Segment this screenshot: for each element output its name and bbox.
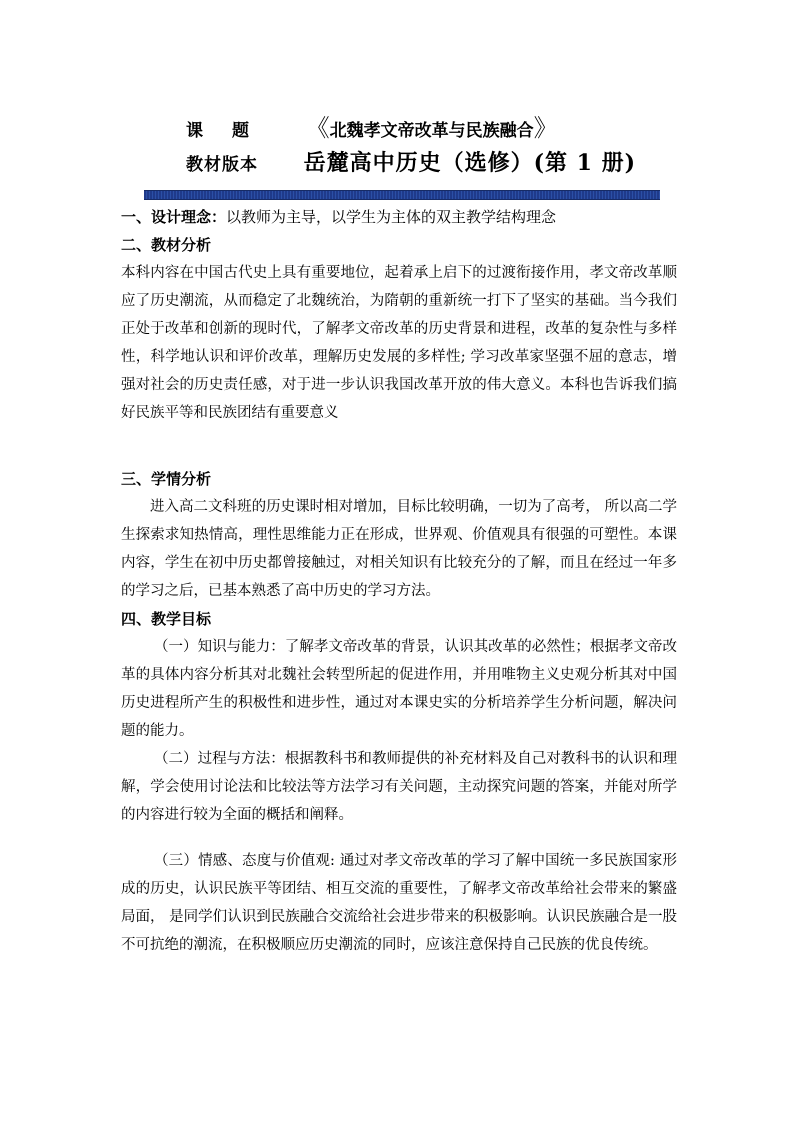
section2-heading: 二、教材分析 [121, 236, 212, 254]
section1-text: 以教师为主导，以学生为主体的双主教学结构理念 [226, 208, 557, 226]
quote-left: 《 [305, 114, 330, 142]
spacer [121, 427, 677, 465]
header-divider [144, 190, 660, 200]
section3-paragraph: 进入高二文科班的历史课时相对增加，目标比较明确，一切为了高考， 所以高二学生探索求知热情高，理性思维能力正在形成，世界观、价值观具有很强的可塑性。本课内容，学生在初中历史都曾接触过，对相关知识有比较充分的了解，而且在经过一年多的学习之后，已基本熟悉了高中历史的学习方法。 [121, 499, 677, 599]
quote-right: 》 [533, 114, 558, 142]
goal-knowledge: （一）知识与能力：了解孝文帝改革的背景，认识其改革的必然性；根据孝文帝改革的具体内容分析其对北魏社会转型所起的促进作用，并用唯物主义史观分析其对中国历史进程所产生的积极性和进步性，通过对本课史实的分析培养学生分析问题，解决问题的能力。 [121, 639, 677, 739]
section2-paragraph: 本科内容在中国古代史上具有重要地位，起着承上启下的过渡衔接作用，孝文帝改革顺应了历史潮流，从而稳定了北魏统治，为隋朝的重新统一打下了坚实的基础。当今我们正处于改革和创新的现时代，了解孝文帝改革的历史背景和进程，改革的复杂性与多样性，科学地认识和评价改革，理解历史发展的多样性; 学习改革家坚强不屈的意志，增强对社会的历史责任感，对于进一步认识我国改革开放的伟大意义。本科也告诉我们搞好民族平等和民族团结有重要意义 [121, 265, 677, 421]
topic-label: 课题 [186, 121, 278, 141]
topic-title [306, 108, 558, 143]
topic-row [186, 108, 558, 142]
edition-value: 岳麓高中历史（选修）(第 1 册) [303, 150, 637, 176]
section3-heading: 三、学情分析 [121, 470, 212, 488]
topic-value: 北魏孝文帝改革与民族融合 [329, 121, 534, 141]
section1-heading [121, 203, 677, 231]
goal-process: （二）过程与方法：根据教科书和教师提供的补充材料及自己对教科书的认识和理解，学会使用讨论法和比较法等方法学习有关问题，主动探究问题的答案，并能对所学的内容进行较为全面的概括和阐释。 [121, 751, 677, 823]
document-body [121, 203, 677, 959]
section1-label: 一、设计理念： [121, 208, 227, 226]
edition-row [186, 146, 636, 176]
section4-heading: 四、教学目标 [121, 610, 212, 628]
edition-label: 教材版本 [186, 155, 258, 175]
spacer [121, 829, 677, 847]
goal-emotion: （三）情感、态度与价值观: 通过对孝文帝改革的学习了解中国统一多民族国家形成的历史，认识民族平等团结、相互交流的重要性，了解孝文帝改革给社会带来的繁盛局面， 是同学们认识到民族融合交流给社会进步带来的积极影响。认识民族融合是一股不可抗绝的潮流，在积极顺应历史潮流的同时，应该注意保持自己民族的优良传统。 [121, 853, 677, 953]
